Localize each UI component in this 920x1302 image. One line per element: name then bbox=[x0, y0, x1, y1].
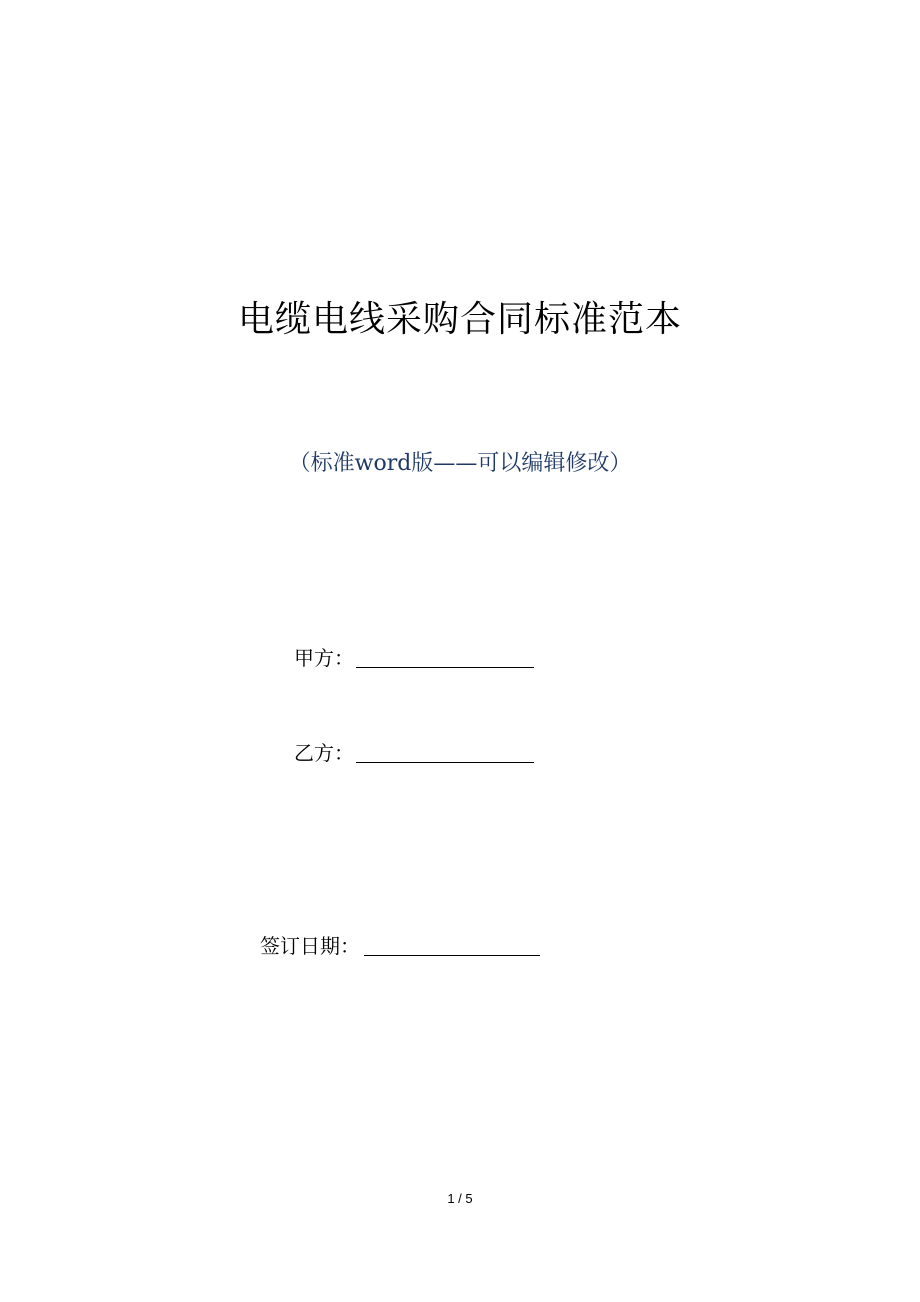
party-a-label: 甲方： bbox=[294, 646, 354, 670]
party-b-label: 乙方： bbox=[294, 741, 354, 765]
party-a-blank-line bbox=[356, 645, 534, 668]
sign-date-label: 签订日期： bbox=[260, 934, 360, 958]
document-subtitle: （标准word版——可以编辑修改） bbox=[288, 451, 632, 476]
party-b-field bbox=[294, 739, 534, 767]
sign-date-field bbox=[260, 932, 540, 960]
party-a-field bbox=[294, 644, 534, 672]
document-title: 电缆电线采购合同标准范本 bbox=[237, 299, 682, 340]
sign-date-blank-line bbox=[364, 933, 540, 956]
party-b-blank-line bbox=[356, 740, 534, 763]
page-number: 1 / 5 bbox=[447, 1191, 473, 1206]
